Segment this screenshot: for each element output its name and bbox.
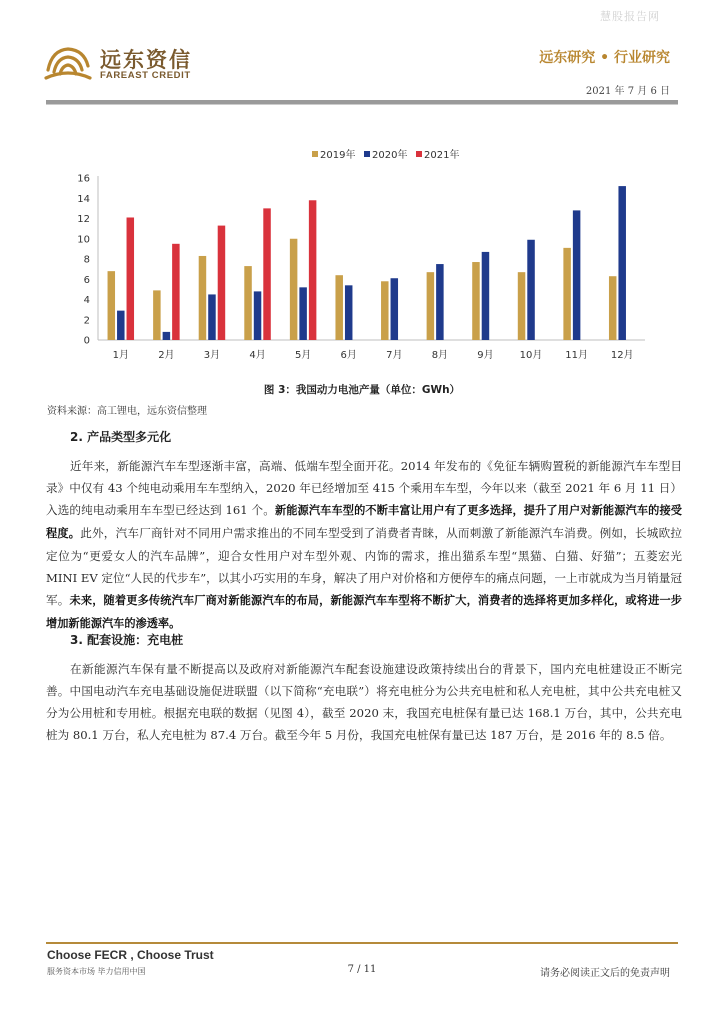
bar bbox=[163, 332, 171, 340]
y-tick-label: 14 bbox=[77, 193, 90, 205]
bar bbox=[309, 200, 317, 340]
footer-tagline: 服务资本市场 毕力信用中国 bbox=[47, 967, 146, 976]
legend-swatch bbox=[416, 151, 422, 157]
x-tick-label: 3月 bbox=[203, 350, 221, 361]
bar bbox=[527, 240, 535, 340]
y-tick-label: 4 bbox=[83, 295, 90, 306]
header-divider bbox=[46, 100, 678, 105]
x-tick-label: 9月 bbox=[477, 350, 494, 361]
bar bbox=[117, 311, 125, 340]
paragraph-text: 近年来，新能源汽车车型逐渐丰富，高端、低端车型全面开花。2014 年发布的《免征车辆购置税的新能源汽车车型目录》中仅有 43 个纯电动乘用车车型纳入，2020 年已经增加至 415 个乘用车车型，今年以来（截至 2021 年 6 月 11 日）入选的纯电动乘用车车型已经达到 161 个。 bbox=[46, 459, 682, 517]
y-tick-label: 10 bbox=[77, 234, 90, 246]
legend-swatch bbox=[364, 151, 370, 157]
legend-label: 2021年 bbox=[424, 150, 460, 161]
x-tick-label: 7月 bbox=[386, 350, 403, 361]
section-paragraph-charging: 在新能源汽车保有量不断提高以及政府对新能源汽车配套设施建设政策持续出台的背景下，国内充电桩建设正不断完善。中国电动汽车充电基础设施促进联盟（以下简称“充电联”）将充电桩分为公共充电桩和私人充电桩，其中公共充电桩又分为公用桩和专用桩。根据充电联的数据（见图 4），截至 2020 末，我国充电桩保有量已达 168.1 万台，其中，公共充电桩为 80.1 万台，私人充电桩为 87.4 万台。截至今年 5 月份，我国充电桩保有量已达 187 万台，是 2016 年的 8.5 倍。 bbox=[46, 662, 682, 742]
bar bbox=[573, 210, 581, 340]
legend-label: 2020年 bbox=[372, 150, 408, 161]
figure-source: 资料来源：高工锂电，远东资信整理 bbox=[47, 406, 207, 417]
x-tick-label: 11月 bbox=[565, 350, 588, 361]
legend-swatch bbox=[312, 151, 318, 157]
bar bbox=[299, 287, 307, 340]
x-tick-label: 5月 bbox=[294, 350, 312, 361]
x-tick-label: 10月 bbox=[519, 350, 543, 361]
logo-english-name: FAREAST CREDIT bbox=[100, 70, 191, 81]
bar bbox=[153, 290, 161, 340]
page-number: 7 / 11 bbox=[347, 964, 377, 975]
y-tick-label: 8 bbox=[83, 254, 90, 266]
legend-label: 2019年 bbox=[320, 150, 356, 161]
logo-chinese-name: 远东资信 bbox=[100, 48, 192, 72]
bar bbox=[199, 256, 207, 340]
bar bbox=[263, 208, 271, 340]
paragraph-emphasis: 新能源汽车车型的不断丰富让用户有了更多选择，提升了用户对新能源汽车的接受程度。 bbox=[46, 504, 682, 540]
bar bbox=[618, 186, 626, 340]
y-tick-label: 12 bbox=[77, 214, 90, 225]
x-tick-label: 6月 bbox=[340, 350, 357, 361]
bar bbox=[391, 278, 399, 340]
footer-disclaimer: 请务必阅读正文后的免责声明 bbox=[540, 968, 670, 979]
bar bbox=[436, 264, 444, 340]
bar bbox=[609, 276, 617, 340]
bar bbox=[244, 266, 252, 340]
bar bbox=[563, 248, 571, 340]
section-paragraph-product-types bbox=[46, 455, 682, 635]
bar bbox=[108, 271, 116, 340]
y-tick-label: 2 bbox=[83, 315, 90, 327]
footer-divider bbox=[46, 942, 678, 944]
report-series-title: 远东研究 • 行业研究 bbox=[539, 50, 670, 66]
watermark: 慧股报告网 bbox=[600, 10, 660, 23]
paragraph-emphasis: 未来，随着更多传统汽车厂商对新能源汽车的布局，新能源汽车车型将不断扩大，消费者的选择将更加多样化，或将进一步增加新能源汽车的渗透率。 bbox=[46, 594, 682, 630]
y-tick-label: 0 bbox=[83, 335, 90, 347]
footer-slogan: Choose FECR , Choose Trust bbox=[47, 948, 214, 962]
bar bbox=[472, 262, 480, 340]
bar bbox=[290, 239, 298, 340]
battery-production-bar-chart bbox=[60, 140, 660, 370]
bar bbox=[345, 285, 353, 340]
x-tick-label: 4月 bbox=[249, 350, 266, 361]
figure-caption: 图 3：我国动力电池产量（单位：GWh） bbox=[263, 384, 461, 396]
bar bbox=[518, 272, 526, 340]
section-heading-charging: 3. 配套设施：充电桩 bbox=[70, 633, 184, 647]
bar bbox=[208, 294, 216, 340]
y-tick-label: 6 bbox=[83, 274, 90, 286]
bar bbox=[172, 244, 180, 340]
x-tick-label: 1月 bbox=[112, 350, 129, 361]
bar bbox=[127, 217, 134, 340]
section-heading-product-types: 2. 产品类型多元化 bbox=[70, 430, 172, 444]
x-tick-label: 8月 bbox=[431, 350, 449, 361]
bar bbox=[335, 275, 343, 340]
bar bbox=[218, 226, 226, 340]
x-tick-label: 12月 bbox=[610, 350, 634, 361]
bar bbox=[427, 272, 435, 340]
bar bbox=[381, 281, 389, 340]
bar bbox=[254, 291, 262, 340]
x-tick-label: 2月 bbox=[158, 350, 175, 361]
bar bbox=[482, 252, 490, 340]
report-date: 2021 年 7 月 6 日 bbox=[585, 86, 670, 97]
y-tick-label: 16 bbox=[77, 173, 90, 185]
paragraph-text: 此外，汽车厂商针对不同用户需求推出的不同车型受到了消费者青睐，从而刺激了新能源汽车消费。例如，长城欧拉定位为“更爱女人的汽车品牌”，迎合女性用户对车型外观、内饰的需求，推出猫系车型“黑猫、白猫、好猫”；五菱宏光 MINI EV 定位“人民的代步车”，以其小巧实用的车身，解决了用户对价格和方便停车的痛点问题，一上市就成为当月销量冠军。 bbox=[46, 526, 682, 607]
